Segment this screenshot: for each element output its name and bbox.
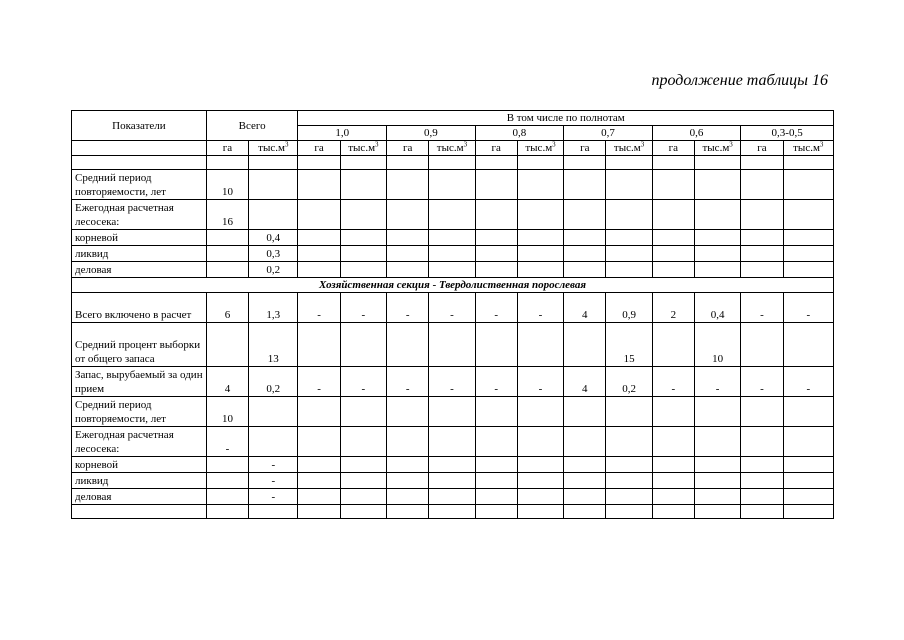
unit-volume-exponent: 3 (463, 140, 468, 149)
density-volume (783, 397, 833, 427)
density-volume (606, 457, 652, 473)
unit-ha: га (564, 141, 606, 156)
unit-volume-text: тыс.м (793, 142, 820, 154)
table-caption: продолжение таблицы 16 (651, 72, 828, 89)
density-volume (517, 397, 563, 427)
density-ha (741, 457, 783, 473)
total-ha: - (206, 427, 248, 457)
density-volume (429, 473, 475, 489)
density-volume (429, 200, 475, 230)
density-ha (475, 230, 517, 246)
density-volume: 0,9 (606, 293, 652, 323)
density-volume (517, 323, 563, 367)
total-volume: - (249, 457, 298, 473)
row-label: Средний период повторяемости, лет (72, 170, 207, 200)
trailing-empty-row (72, 505, 834, 519)
total-volume: 0,4 (249, 230, 298, 246)
density-volume (694, 457, 740, 473)
table-row (72, 262, 834, 278)
density-volume (783, 262, 833, 278)
unit-volume-exponent: 3 (819, 140, 824, 149)
row-label: ликвид (72, 473, 207, 489)
density-volume (517, 200, 563, 230)
table-row (72, 293, 834, 323)
density-volume (429, 397, 475, 427)
density-ha (387, 262, 429, 278)
density-volume (429, 489, 475, 505)
header-density: 0,8 (475, 126, 564, 141)
density-ha (387, 323, 429, 367)
total-volume (249, 397, 298, 427)
row-label: Ежегодная расчетная лесосека: (72, 200, 207, 230)
density-ha (741, 323, 783, 367)
density-ha (652, 200, 694, 230)
density-ha (564, 397, 606, 427)
density-ha (298, 170, 340, 200)
density-ha (298, 473, 340, 489)
density-volume (694, 262, 740, 278)
density-ha (387, 427, 429, 457)
density-volume (340, 473, 386, 489)
density-volume (783, 170, 833, 200)
header-density: 0,7 (564, 126, 653, 141)
density-volume (694, 170, 740, 200)
density-ha (475, 427, 517, 457)
unit-ha: га (206, 141, 248, 156)
total-volume: - (249, 489, 298, 505)
data-table (71, 110, 834, 519)
unit-volume (340, 141, 386, 156)
header-spacer (72, 141, 207, 156)
table-row (72, 473, 834, 489)
header-including: В том числе по полнотам (298, 111, 834, 126)
row-label: Запас, вырубаемый за один прием (72, 367, 207, 397)
density-ha (387, 200, 429, 230)
density-ha (387, 489, 429, 505)
density-volume (429, 262, 475, 278)
density-volume (517, 170, 563, 200)
density-volume (694, 427, 740, 457)
density-ha (741, 246, 783, 262)
unit-volume-exponent: 3 (375, 140, 379, 149)
density-volume (429, 323, 475, 367)
total-ha (206, 473, 248, 489)
density-volume (606, 397, 652, 427)
table-row (72, 200, 834, 230)
total-ha (206, 246, 248, 262)
total-volume: 0,2 (249, 367, 298, 397)
density-ha: - (387, 367, 429, 397)
density-volume (517, 489, 563, 505)
density-ha (298, 200, 340, 230)
density-ha (298, 262, 340, 278)
density-volume (694, 489, 740, 505)
density-ha (387, 246, 429, 262)
density-ha (387, 170, 429, 200)
density-ha (741, 473, 783, 489)
density-volume: - (783, 293, 833, 323)
density-volume (340, 457, 386, 473)
row-label: Средний процент выборки от общего запаса (72, 323, 207, 367)
density-ha (564, 170, 606, 200)
unit-volume-text: тыс.м (525, 142, 553, 154)
header-total: Всего (206, 111, 298, 141)
table-row (72, 427, 834, 457)
unit-volume-text: тыс.м (702, 142, 730, 154)
density-volume (606, 473, 652, 489)
density-ha (741, 200, 783, 230)
density-volume (694, 473, 740, 489)
density-ha (298, 246, 340, 262)
total-ha: 6 (206, 293, 248, 323)
total-volume: 0,3 (249, 246, 298, 262)
density-volume (783, 200, 833, 230)
density-volume (606, 262, 652, 278)
density-volume (340, 246, 386, 262)
total-volume (249, 170, 298, 200)
density-ha (475, 397, 517, 427)
density-volume (606, 170, 652, 200)
density-volume (340, 230, 386, 246)
density-ha (564, 246, 606, 262)
density-ha: - (298, 367, 340, 397)
density-volume (340, 323, 386, 367)
density-ha (475, 457, 517, 473)
header-density: 0,3-0,5 (741, 126, 834, 141)
density-volume (517, 230, 563, 246)
density-ha: - (387, 293, 429, 323)
unit-volume (249, 141, 298, 156)
unit-volume-text: тыс.м (613, 142, 641, 154)
density-ha: - (475, 367, 517, 397)
density-ha (298, 323, 340, 367)
density-ha (387, 230, 429, 246)
header-indicators: Показатели (72, 111, 207, 141)
density-ha (652, 457, 694, 473)
density-ha: 4 (564, 367, 606, 397)
density-volume (517, 473, 563, 489)
unit-volume-text: тыс.м (348, 142, 376, 154)
density-volume (340, 427, 386, 457)
density-ha (475, 323, 517, 367)
unit-volume (783, 141, 833, 156)
density-volume (606, 200, 652, 230)
density-ha (652, 170, 694, 200)
density-ha (741, 262, 783, 278)
unit-ha: га (741, 141, 783, 156)
density-ha (564, 200, 606, 230)
density-ha (564, 262, 606, 278)
density-ha (741, 230, 783, 246)
unit-volume-text: тыс.м (258, 142, 285, 154)
total-ha (206, 489, 248, 505)
density-volume (694, 200, 740, 230)
density-volume (517, 427, 563, 457)
density-ha: - (475, 293, 517, 323)
density-ha (564, 457, 606, 473)
row-label: корневой (72, 230, 207, 246)
density-volume (783, 489, 833, 505)
table-row (72, 323, 834, 367)
density-ha (652, 246, 694, 262)
density-volume: - (694, 367, 740, 397)
table-row (72, 170, 834, 200)
density-ha (298, 397, 340, 427)
total-ha: 10 (206, 397, 248, 427)
table-row (72, 489, 834, 505)
density-volume (606, 246, 652, 262)
density-ha (475, 170, 517, 200)
density-ha (298, 230, 340, 246)
total-volume (249, 200, 298, 230)
density-ha (564, 489, 606, 505)
row-label: Средний период повторяемости, лет (72, 397, 207, 427)
unit-volume-exponent: 3 (284, 140, 289, 149)
density-volume: - (340, 293, 386, 323)
total-ha: 10 (206, 170, 248, 200)
density-ha: - (741, 367, 783, 397)
unit-volume-exponent: 3 (729, 140, 733, 149)
unit-ha: га (387, 141, 429, 156)
density-ha (564, 230, 606, 246)
density-volume (694, 397, 740, 427)
spacer-row (72, 156, 834, 170)
row-label: Всего включено в расчет (72, 293, 207, 323)
density-ha (652, 262, 694, 278)
unit-volume (694, 141, 740, 156)
density-volume: 0,2 (606, 367, 652, 397)
density-volume (340, 170, 386, 200)
density-volume: - (429, 293, 475, 323)
unit-volume (517, 141, 563, 156)
density-ha (652, 489, 694, 505)
unit-volume (429, 141, 475, 156)
density-volume (517, 457, 563, 473)
unit-ha: га (475, 141, 517, 156)
table-row (72, 397, 834, 427)
density-ha (652, 427, 694, 457)
unit-volume (606, 141, 652, 156)
density-volume (606, 489, 652, 505)
density-ha (652, 473, 694, 489)
total-ha: 16 (206, 200, 248, 230)
density-volume (694, 246, 740, 262)
density-volume: 10 (694, 323, 740, 367)
density-volume (517, 246, 563, 262)
total-volume: 0,2 (249, 262, 298, 278)
unit-ha: га (652, 141, 694, 156)
total-volume: - (249, 473, 298, 489)
total-ha (206, 457, 248, 473)
density-volume (606, 427, 652, 457)
section-title: Хозяйственная секция - Твердолиственная порослевая (72, 278, 834, 293)
density-ha (475, 473, 517, 489)
density-volume (340, 397, 386, 427)
density-volume: 15 (606, 323, 652, 367)
density-ha (475, 489, 517, 505)
density-volume: - (517, 367, 563, 397)
total-ha (206, 262, 248, 278)
density-volume (429, 246, 475, 262)
unit-volume-text: тыс.м (436, 142, 464, 154)
density-ha: - (298, 293, 340, 323)
header-density: 1,0 (298, 126, 387, 141)
density-ha (298, 489, 340, 505)
density-ha: - (741, 293, 783, 323)
density-volume (429, 170, 475, 200)
density-ha (564, 323, 606, 367)
density-volume (783, 457, 833, 473)
density-ha (475, 262, 517, 278)
table-row (72, 457, 834, 473)
density-ha: 4 (564, 293, 606, 323)
density-volume (783, 473, 833, 489)
table-row (72, 367, 834, 397)
total-volume: 13 (249, 323, 298, 367)
density-volume (429, 427, 475, 457)
density-volume: - (517, 293, 563, 323)
total-volume: 1,3 (249, 293, 298, 323)
row-label: деловая (72, 262, 207, 278)
row-label: деловая (72, 489, 207, 505)
density-ha (741, 397, 783, 427)
density-volume (429, 457, 475, 473)
density-ha (652, 230, 694, 246)
density-ha (387, 473, 429, 489)
density-volume (783, 427, 833, 457)
density-ha (652, 397, 694, 427)
density-volume: 0,4 (694, 293, 740, 323)
row-label: Ежегодная расчетная лесосека: (72, 427, 207, 457)
unit-ha: га (298, 141, 340, 156)
density-volume (340, 262, 386, 278)
row-label: ликвид (72, 246, 207, 262)
density-volume: - (783, 367, 833, 397)
unit-volume-exponent: 3 (640, 140, 645, 149)
density-ha (387, 397, 429, 427)
density-ha (564, 473, 606, 489)
table-row (72, 230, 834, 246)
total-ha (206, 323, 248, 367)
density-ha (741, 170, 783, 200)
density-ha (652, 323, 694, 367)
density-volume (783, 246, 833, 262)
total-ha (206, 230, 248, 246)
total-volume (249, 427, 298, 457)
density-volume (429, 230, 475, 246)
density-volume (517, 262, 563, 278)
density-volume (783, 230, 833, 246)
density-volume (606, 230, 652, 246)
table-row (72, 246, 834, 262)
unit-volume-exponent: 3 (552, 140, 556, 149)
density-volume (694, 230, 740, 246)
header-density: 0,6 (652, 126, 741, 141)
density-ha (387, 457, 429, 473)
total-ha: 4 (206, 367, 248, 397)
density-volume (340, 489, 386, 505)
density-ha (475, 246, 517, 262)
density-volume: - (340, 367, 386, 397)
density-ha (298, 427, 340, 457)
density-ha (741, 489, 783, 505)
density-volume (783, 323, 833, 367)
density-ha (475, 200, 517, 230)
density-ha: - (652, 367, 694, 397)
header-density: 0,9 (387, 126, 476, 141)
density-ha (298, 457, 340, 473)
density-ha (564, 427, 606, 457)
row-label: корневой (72, 457, 207, 473)
density-volume (340, 200, 386, 230)
density-ha: 2 (652, 293, 694, 323)
density-ha (741, 427, 783, 457)
density-volume: - (429, 367, 475, 397)
